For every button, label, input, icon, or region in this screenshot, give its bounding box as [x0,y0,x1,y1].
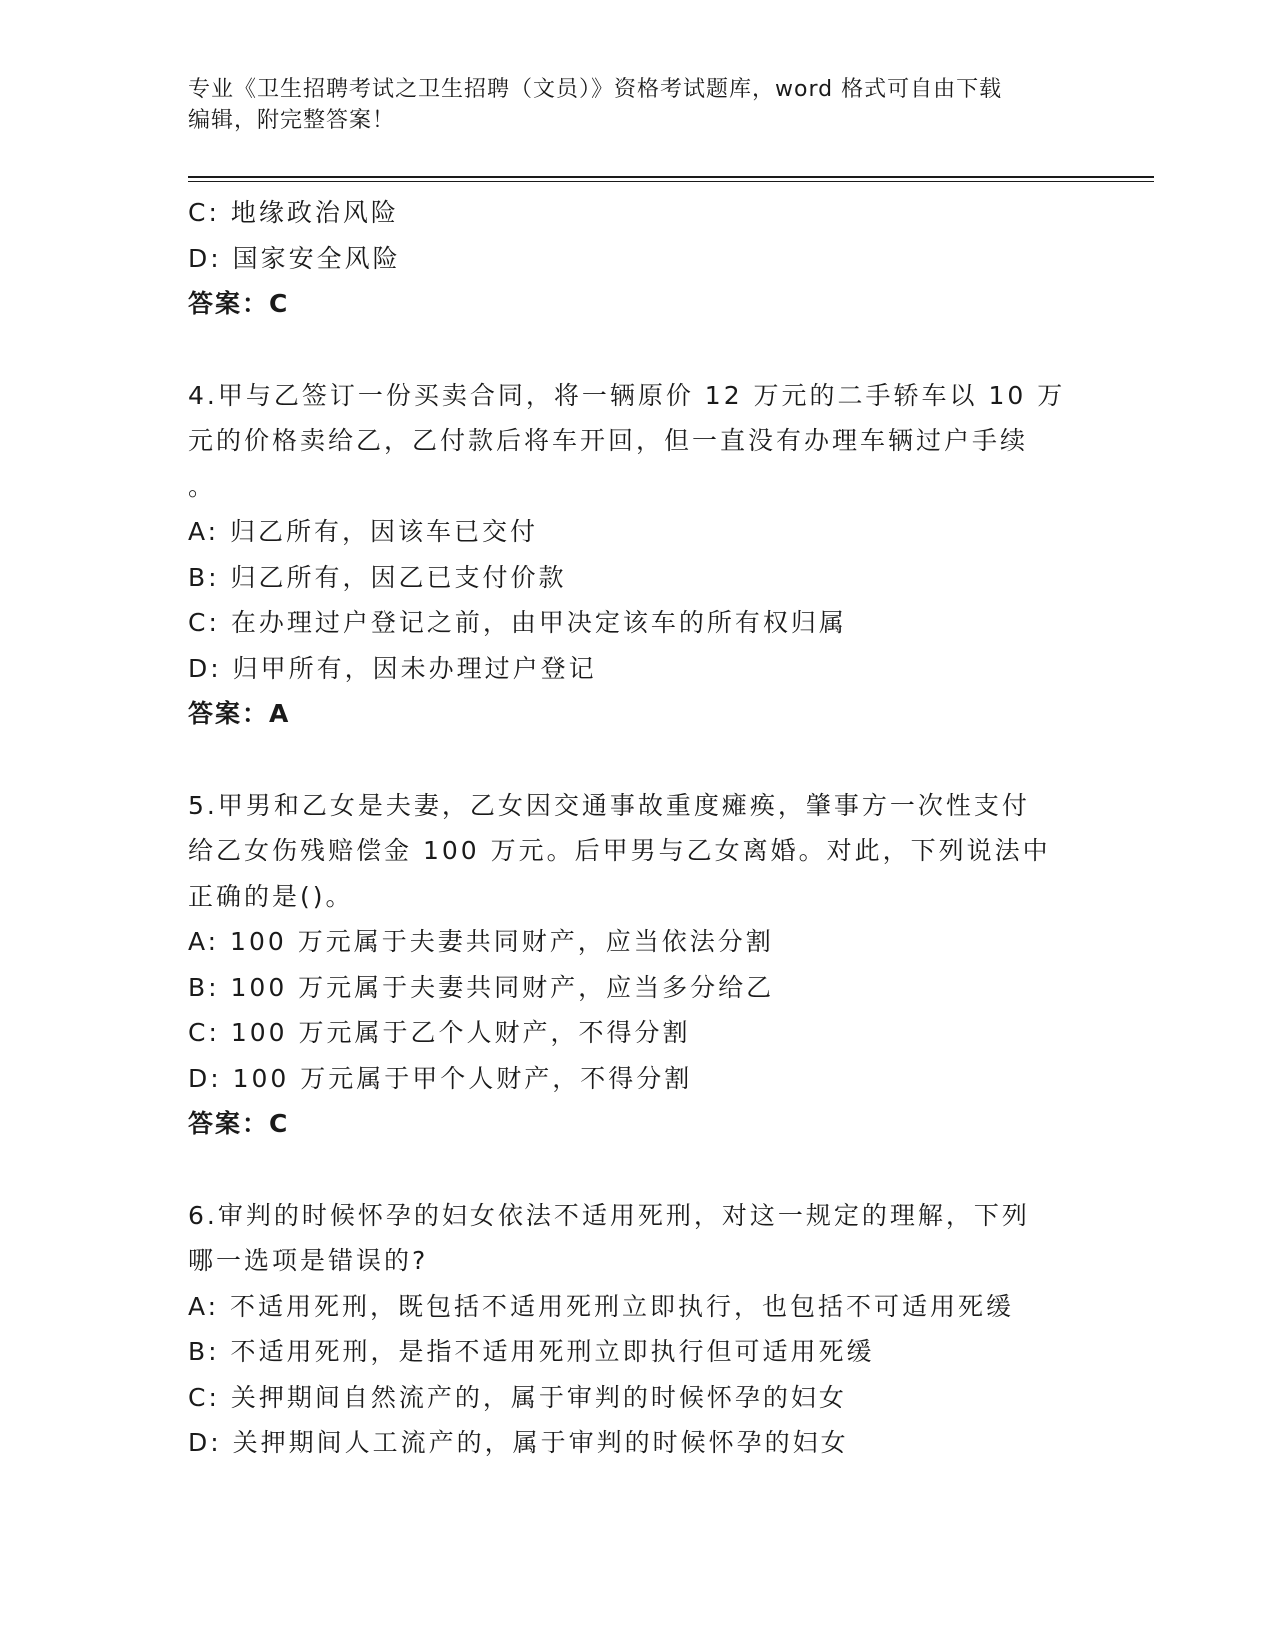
question-stem-line: 。 [188,471,217,501]
question-stem-line: 正确的是()。 [188,881,354,911]
header-line-1: 专业《卫生招聘考试之卫生招聘（文员）》资格考试题库，word 格式可自由下载 [188,77,1003,102]
option-c: C: 地缘政治风险 [188,198,399,227]
option-a: A: 不适用死刑，既包括不适用死刑立即执行，也包括不可适用死缓 [188,1291,1015,1321]
question-5 [188,783,1068,1147]
option-b: B: 不适用死刑，是指不适用死刑立即执行但可适用死缓 [188,1337,875,1366]
header-divider-thick [188,176,1154,178]
header-line-2: 编辑，附完整答案！ [188,108,396,133]
option-d: D: 归甲所有，因未办理过户登记 [188,653,597,683]
question-stem-line: 给乙女伤残赔偿金 100 万元。后甲男与乙女离婚。对此，下列说法中 [188,836,1051,865]
option-d: D: 关押期间人工流产的，属于审判的时候怀孕的妇女 [188,1428,849,1457]
spacer [188,1147,1068,1193]
prev-question-block [188,190,1068,327]
option-c: C: 关押期间自然流产的，属于审判的时候怀孕的妇女 [188,1382,847,1412]
option-b: B: 归乙所有，因乙已支付价款 [188,562,567,592]
option-d: D: 100 万元属于甲个人财产，不得分割 [188,1063,693,1093]
question-stem-line: 哪一选项是错误的? [188,1246,429,1275]
option-a: A: 归乙所有，因该车已交付 [188,517,539,546]
answer-line: 答案：C [188,289,290,318]
answer-line: 答案：A [188,699,291,728]
spacer [188,737,1068,783]
question-content [188,190,1068,1466]
question-4 [188,373,1068,737]
spacer [188,327,1068,373]
question-6 [188,1193,1068,1466]
option-d: D: 国家安全风险 [188,243,401,273]
option-b: B: 100 万元属于夫妻共同财产，应当多分给乙 [188,972,775,1002]
question-stem-line: 4.甲与乙签订一份买卖合同，将一辆原价 12 万元的二手轿车以 10 万 [188,380,1066,410]
option-a: A: 100 万元属于夫妻共同财产，应当依法分割 [188,927,774,956]
header-divider-thin [188,181,1154,182]
question-stem-line: 5.甲男和乙女是夫妻，乙女因交通事故重度瘫痪，肇事方一次性支付 [188,790,1030,820]
question-stem-line: 元的价格卖给乙，乙付款后将车开回，但一直没有办理车辆过户手续 [188,426,1029,455]
option-c: C: 100 万元属于乙个人财产，不得分割 [188,1018,691,1047]
answer-line: 答案：C [188,1109,290,1138]
option-c: C: 在办理过户登记之前，由甲决定该车的所有权归属 [188,608,847,637]
question-stem-line: 6.审判的时候怀孕的妇女依法不适用死刑，对这一规定的理解，下列 [188,1200,1030,1230]
page-header [188,74,1068,136]
